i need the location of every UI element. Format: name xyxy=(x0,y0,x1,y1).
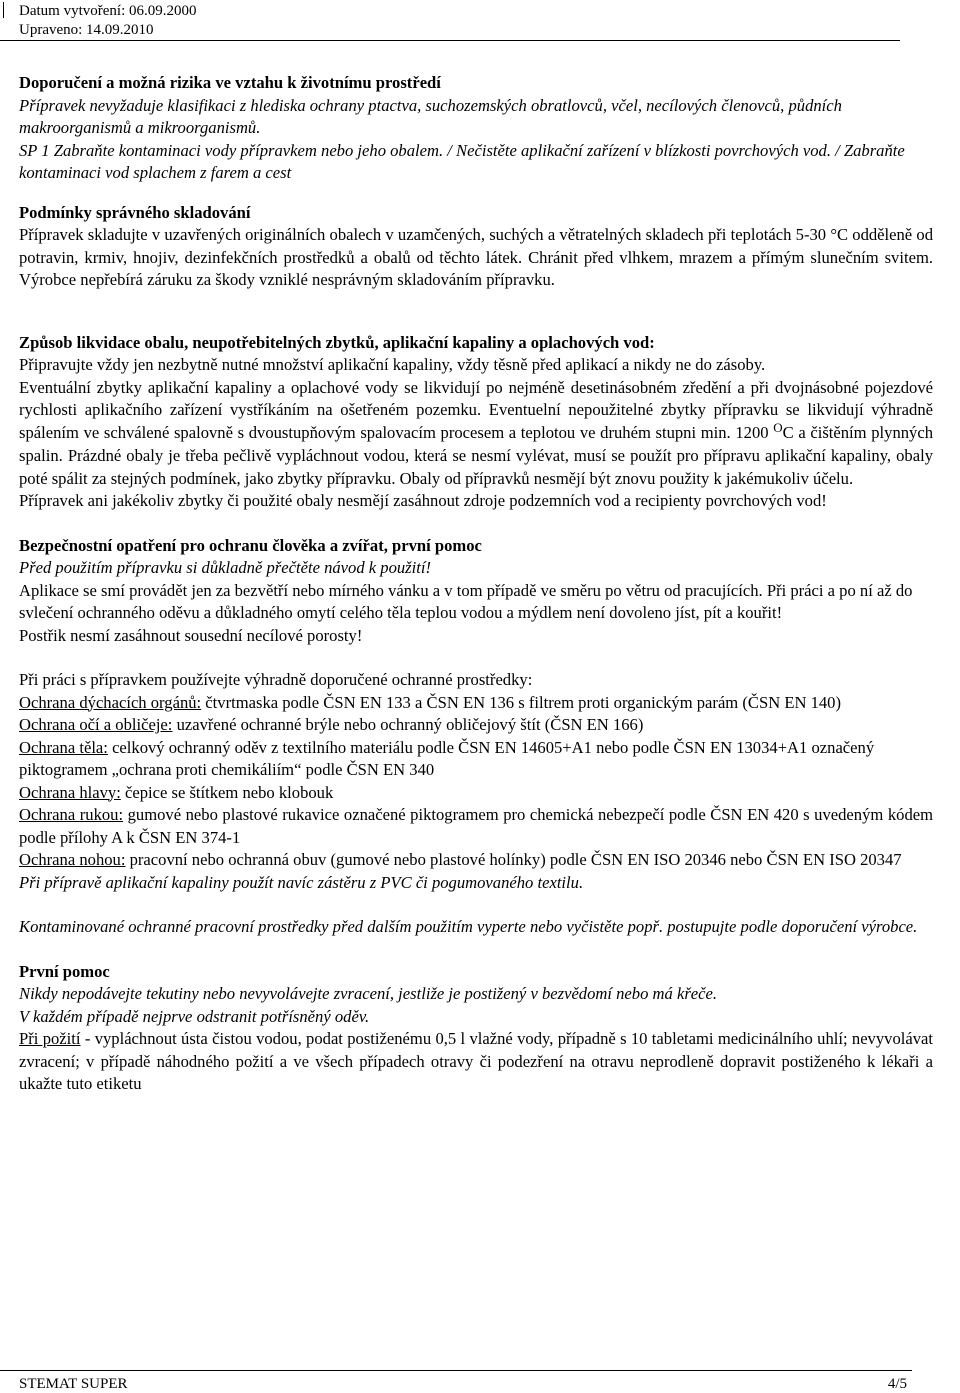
header-marker xyxy=(3,2,4,18)
created-date-line xyxy=(19,2,196,20)
ppe-text: pracovní nebo ochranná obuv (gumové nebo plastové holínky) podle ČSN EN ISO 20346 nebo ČSN EN ISO 20347 xyxy=(125,850,902,869)
ppe-text: gumové nebo plastové rukavice označené piktogramem pro chemická nebezpečí podle ČSN EN 420 s uvedeným kódem podle přílohy A k ČSN EN 374-1 xyxy=(19,805,934,847)
product-name: STEMAT SUPER xyxy=(19,1376,128,1392)
ppe-pvc-note: Při přípravě aplikační kapaliny použít navíc zástěru z PVC či pogumovaného textilu. xyxy=(19,872,584,892)
ppe-intro: Při práci s přípravkem používejte výhradně doporučené ochranné prostředky: xyxy=(19,670,533,689)
created-label: Datum vytvoření: xyxy=(19,3,126,19)
page-header xyxy=(0,0,900,41)
page-number: 4/5 xyxy=(887,1376,907,1392)
ppe-text: čepice se štítkem nebo klobouk xyxy=(120,782,334,802)
disposal-paragraph-1: Připravujte vždy jen nezbytně nutné množství aplikační kapaliny, vždy těsně před aplikací a nikdy ne do zásoby. xyxy=(19,355,766,374)
document-body xyxy=(19,72,933,1096)
degree-superscript: O xyxy=(773,419,783,435)
ppe-item-body xyxy=(19,737,933,782)
contaminated-ppe-note: Kontaminované ochranné pracovní prostředky před dalším použitím vyperte nebo vyčistěte popř. postupujte podle doporučení výrobce. xyxy=(19,917,918,936)
safety-paragraph-1: Aplikace se smí provádět jen za bezvětří nebo mírného vánku a v tom případě ve směru po větru od pracujících. Při práci a po ní až do svlečení ochranného oděvu a důkladného omytí celého těla teplou vodou a mýdlem není dovoleno jíst, pít a kouřit! xyxy=(19,580,913,622)
ppe-label: Ochrana těla: xyxy=(19,737,108,757)
ppe-item-hands xyxy=(19,804,933,849)
ppe-label: Ochrana rukou: xyxy=(19,805,124,824)
ingestion-label: Při požití xyxy=(19,1029,81,1048)
ppe-item-feet xyxy=(19,849,933,872)
storage-paragraph: Přípravek skladujte v uzavřených originálních obalech v uzamčených, suchých a větratelných skladech při teplotách 5-30 °C odděleně od potravin, krmiv, hnojiv, dezinfekčních prostředků a obalů od těchto látek. Chránit před vlhkem, mrazem a přímým slunečním svitem. Výrobce nepřebírá záruku za škody vzniklé nesprávným skladováním přípravku. xyxy=(19,225,933,289)
disposal-title: Způsob likvidace obalu, neupotřebitelných zbytků, aplikační kapaliny a oplachových vod: xyxy=(19,332,655,352)
firstaid-paragraph-1: Nikdy nepodávejte tekutiny nebo nevyvolávejte zvracení, jestliže je postižený v bezvědomí nebo má křeče. xyxy=(19,984,718,1003)
ppe-label: Ochrana nohou: xyxy=(19,850,126,869)
ppe-text: čtvrtmaska podle ČSN EN 133 a ČSN EN 136 s filtrem proti organickým parám (ČSN EN 140) xyxy=(201,692,842,712)
ppe-item-respiratory xyxy=(19,692,933,715)
disposal-p2-part-a: Eventuální zbytky aplikační kapaliny a oplachové vody se likvidují po nejméně desetinásobném zředění a při dvojnásobné pojezdové rychlosti aplikačního zařízení vystříkáním na ošetřeném pozemku. Eventuelní nepoužitelné zbytky přípravku se likvidují výhradně spálením ve schválené spalovně s dvoustupňovým spalovacím procesem a teplotou ve druhém stupni min. 1200 xyxy=(19,377,933,442)
safety-read-instructions: Před použitím přípravku si důkladně přečtěte návod k použití! xyxy=(19,558,431,577)
ingestion-text: - vypláchnout ústa čistou vodou, podat postiženému 0,5 l vlažné vody, případně s 10 tabletami medicinálního uhlí; nevyvolávat zvracení; v případě náhodného požití a ve všech případech otravy či podezření na otravu neprodleně dopravit postiženého k lékaři a ukažte tuto etiketu xyxy=(19,1029,933,1093)
env-title: Doporučení a možná rizika ve vztahu k životnímu prostředí xyxy=(19,73,441,92)
ppe-text: uzavřené ochranné brýle nebo ochranný obličejový štít (ČSN EN 166) xyxy=(172,715,644,734)
storage-title: Podmínky správného skladování xyxy=(19,202,251,222)
ppe-label: Ochrana dýchacích orgánů: xyxy=(19,692,202,712)
ppe-label: Ochrana hlavy: xyxy=(19,782,121,802)
disposal-p2-part-b: C a čištěním plynných spalin. Prázdné obaly je třeba pečlivě vypláchnout vodou, která se nesmí vylévat, musí se použít pro přípravu aplikační kapaliny, obaly poté spálit za stejných podmínek, jako zbytky přípravku. Obaly od přípravků nesmějí být znovu použity k jakémukoliv účelu. xyxy=(19,422,933,488)
firstaid-paragraph-2: V každém případě nejprve odstranit potřísněný oděv. xyxy=(19,1006,370,1026)
modified-date-line: Upraveno: 14.09.2010 xyxy=(19,22,154,38)
safety-paragraph-2: Postřik nesmí zasáhnout sousední necílové porosty! xyxy=(19,625,363,645)
ppe-text: celkový ochranný oděv z textilního materiálu podle ČSN EN 14605+A1 nebo podle ČSN EN 13034+A1 označený piktogramem „ochrana proti chemikáliím“ podle ČSN EN 340 xyxy=(19,737,875,779)
env-paragraph-1: Přípravek nevyžaduje klasifikaci z hlediska ochrany ptactva, suchozemských obratlovců, včel, necílových členovců, půdních makroorganismů a mikroorganismů. xyxy=(19,95,842,137)
safety-title: Bezpečnostní opatření pro ochranu člověka a zvířat, první pomoc xyxy=(19,535,482,555)
ppe-item-eyes xyxy=(19,714,933,737)
env-paragraph-2: SP 1 Zabraňte kontaminaci vody přípravkem nebo jeho obalem. / Nečistěte aplikační zařízení v blízkosti povrchových vod. / Zabraňte kontaminaci vod splachem z farem a cest xyxy=(19,140,905,182)
disposal-paragraph-2 xyxy=(19,377,933,491)
disposal-paragraph-3: Přípravek ani jakékoliv zbytky či použité obaly nesmějí zasáhnout zdroje podzemních vod a recipienty povrchových vod! xyxy=(19,491,827,510)
ppe-label: Ochrana očí a obličeje: xyxy=(19,715,173,734)
firstaid-title: První pomoc xyxy=(19,961,110,981)
ppe-item-head xyxy=(19,782,933,805)
page-footer xyxy=(0,1370,912,1392)
firstaid-ingestion xyxy=(19,1028,933,1096)
created-date: 06.09.2000 xyxy=(128,3,197,19)
